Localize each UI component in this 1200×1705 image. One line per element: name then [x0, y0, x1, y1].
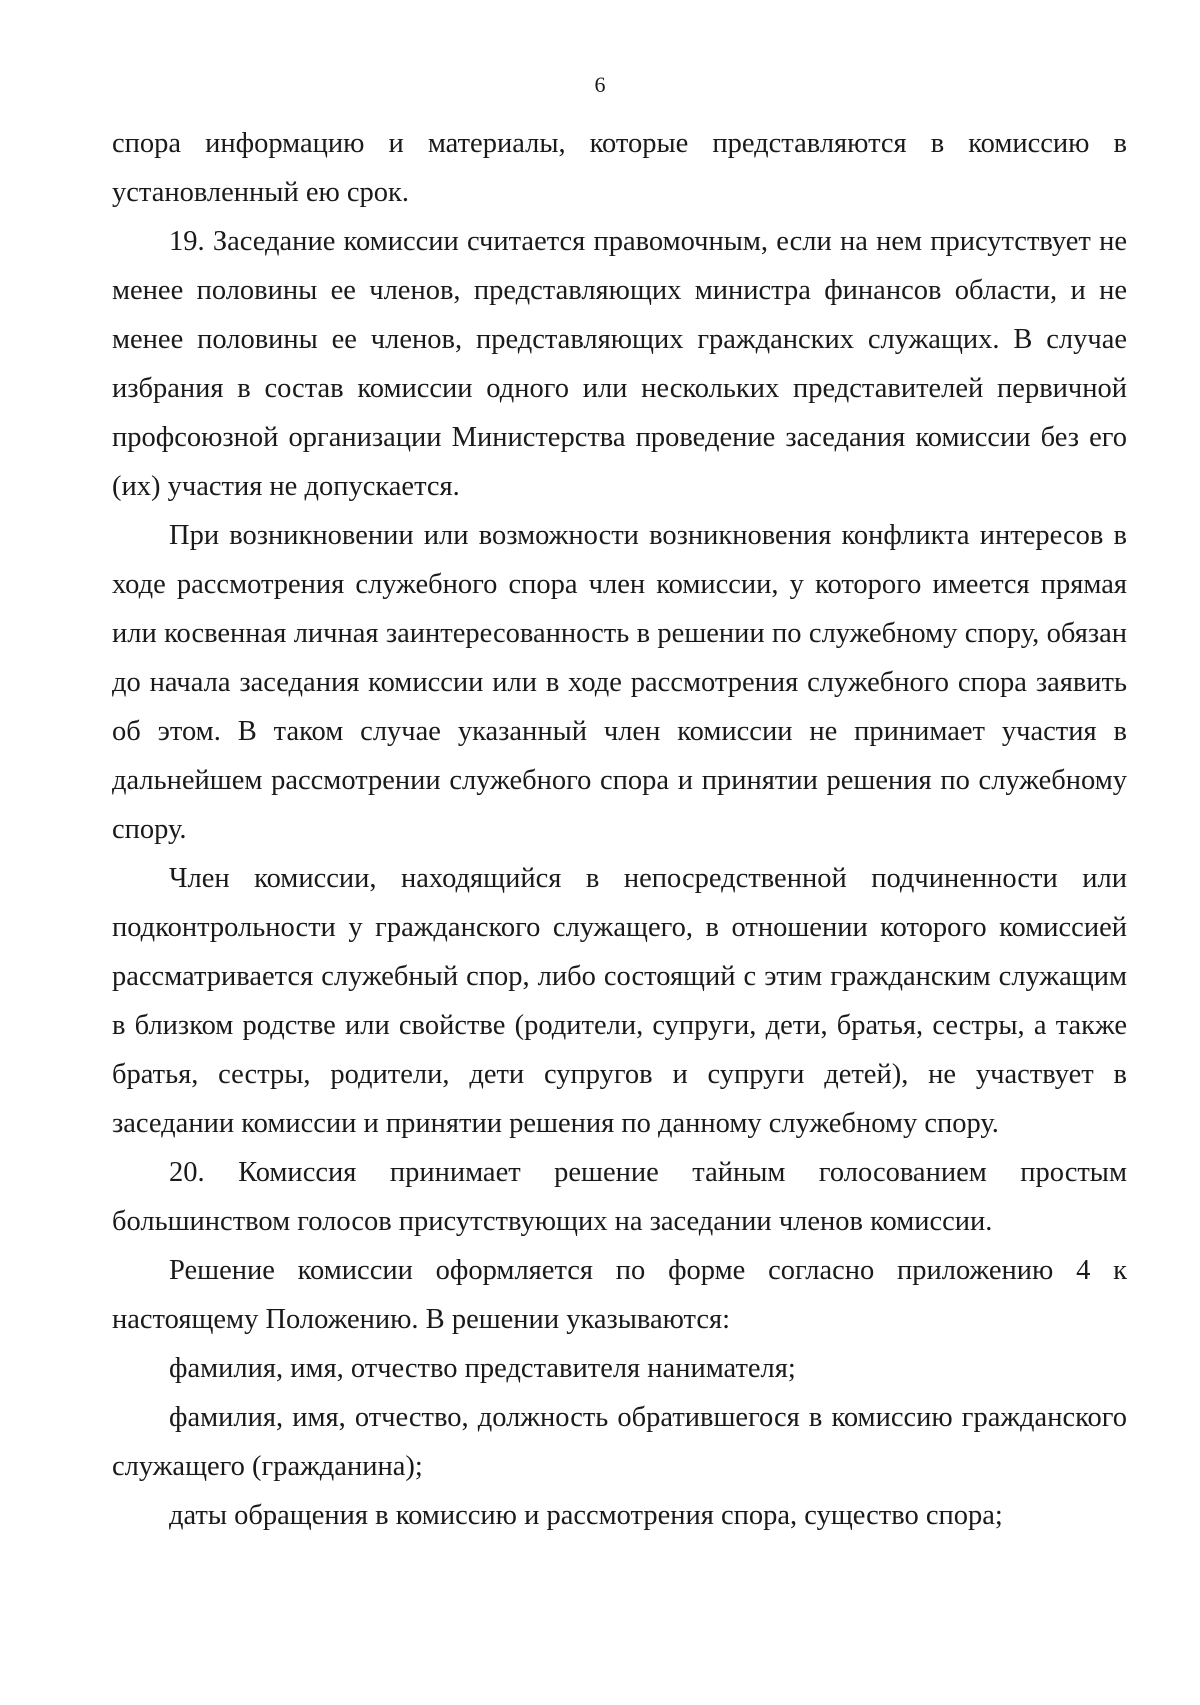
paragraph-subordinate-member: Член комиссии, находящийся в непосредственной подчиненности или подконтрольности у гражданского служащего, в отношении которого комиссией рассматривается служебный спор, либо состоящий с этим гражданским служащим в близком родстве или свойстве (родители, супруги, дети, братья, сестры, а также братья, сестры, родители, дети супругов и супруги детей), не участвует в заседании комиссии и принятии решения по данному служебному спору. — [112, 863, 1127, 1139]
document-body — [112, 119, 1127, 1540]
list-item-applicant-name: фамилия, имя, отчество, должность обратившегося в комиссию гражданского служащего (гражданина); — [112, 1402, 1127, 1482]
paragraph-item-19: 19. Заседание комиссии считается правомочным, если на нем присутствует не менее половины ее членов, представляющих министра финансов области, и не менее половины ее членов, представляющих гражданских служащих. В случае избрания в состав комиссии одного или нескольких представителей первичной профсоюзной организации Министерства проведение заседания комиссии без его (их) участия не допускается. — [112, 226, 1127, 502]
page-number: 6 — [594, 72, 606, 97]
paragraph-conflict-of-interest: При возникновении или возможности возникновения конфликта интересов в ходе рассмотрения служебного спора член комиссии, у которого имеется прямая или косвенная личная заинтересованность в решении по служебному спору, обязан до начала заседания комиссии или в ходе рассмотрения служебного спора заявить об этом. В таком случае указанный член комиссии не принимает участия в дальнейшем рассмотрении служебного спора и принятии решения по служебному спору. — [112, 520, 1127, 845]
paragraph-decision-form: Решение комиссии оформляется по форме согласно приложению 4 к настоящему Положению. В решении указываются: — [112, 1255, 1127, 1335]
list-item-employer-name: фамилия, имя, отчество представителя нанимателя; — [169, 1353, 796, 1384]
paragraph-item-20: 20. Комиссия принимает решение тайным голосованием простым большинством голосов присутствующих на заседании членов комиссии. — [112, 1157, 1127, 1237]
list-item-dates: даты обращения в комиссию и рассмотрения спора, существо спора; — [169, 1500, 1003, 1531]
paragraph-continuation: спора информацию и материалы, которые представляются в комиссию в установленный ею срок. — [112, 128, 1127, 208]
